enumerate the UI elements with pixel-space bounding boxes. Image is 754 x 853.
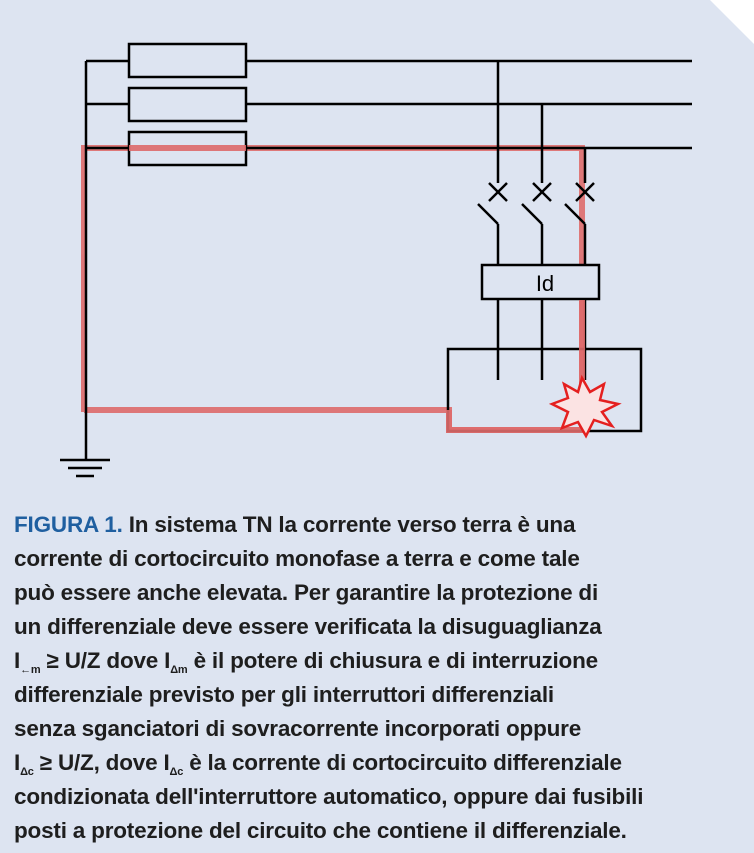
load-conductors xyxy=(498,299,585,380)
differential-label: Id xyxy=(535,271,555,296)
caption-line: differenziale previsto per gli interruttori differenziali xyxy=(14,682,554,707)
caption-line: $I_{\leftarrow m} \ge U/Z$ dove $I_{\Delta m}$ è il potere di chiusura e di interruzione xyxy=(14,648,598,676)
caption-line: può essere anche elevata. Per garantire la protezione di xyxy=(14,580,599,605)
earth-ground-icon xyxy=(60,460,110,476)
fault-path-return xyxy=(84,388,582,430)
figure-caption xyxy=(14,508,742,848)
figure-label: FIGURA 1. xyxy=(14,512,123,537)
caption-line: corrente di cortocircuito monofase a terra e come tale xyxy=(14,546,580,571)
breaker-contact-icon xyxy=(522,183,551,265)
caption-line: $I_{\Delta c} \ge U/Z$, dove $I_{\Delta c}$ è la corrente di cortocircuito differenziale xyxy=(14,750,622,778)
spark-icon xyxy=(552,378,618,436)
load-enclosure xyxy=(448,349,641,431)
fuse-icon xyxy=(129,44,246,77)
caption-line: un differenziale deve essere verificata la disuguaglianza xyxy=(14,614,602,639)
breaker-contact-icon xyxy=(478,183,507,265)
caption-line: posti a protezione del circuito che contiene il differenziale. xyxy=(14,818,627,843)
caption-line: senza sganciatori di sovracorrente incorporati oppure xyxy=(14,716,582,741)
fault-path-overlay xyxy=(449,300,582,430)
breaker-contacts xyxy=(478,183,594,265)
caption-line: FIGURA 1. In sistema TN la corrente verso terra è una xyxy=(14,512,576,537)
fuse-icon xyxy=(129,88,246,121)
caption-line: condizionata dell'interruttore automatico, oppure dai fusibili xyxy=(14,784,644,809)
